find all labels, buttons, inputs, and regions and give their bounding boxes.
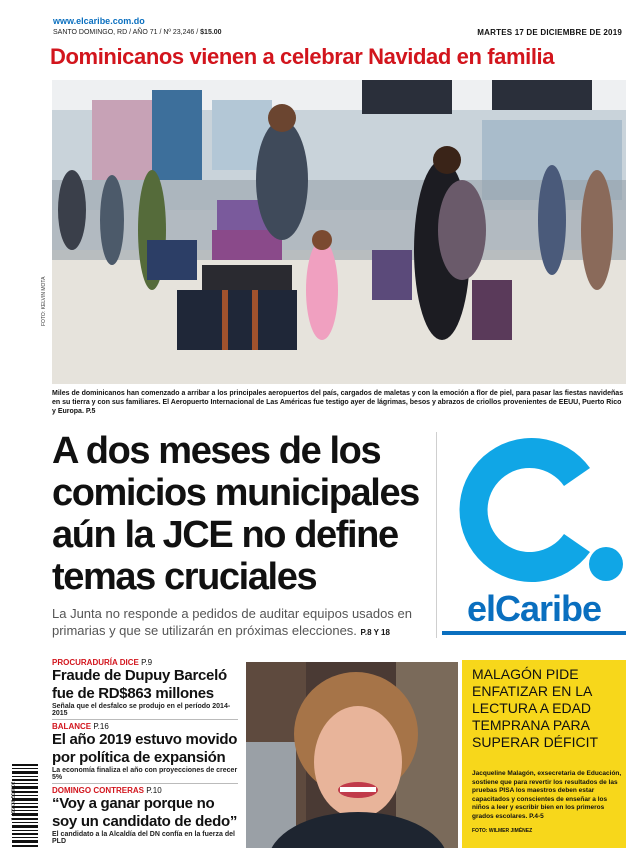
feature-body: Jacqueline Malagón, exsecretaria de Educación, sostiene que para revertir los resultados de las pruebas PISA los maestros deben estar capacitados y conscientes de enseñar a los niños a leer y escribir bien en los primeros grados escolares. P.4-5 (472, 770, 622, 820)
brief-title: Fraude de Dupuy Barceló fue de RD$863 millones (52, 667, 227, 702)
barcode-icon (4, 762, 40, 848)
photo-caption: Miles de dominicanos han comenzado a arribar a los principales aeropuertos del país, cargados de maletas y con la emoción a flor de piel, para pasar las fiestas navideñas en su tierra y con sus familiares. El Aeropuerto Internacional de Las Américas fue testigo ayer de lágrimas, besos y abrazos de criollos provenientes de EEUU, Puerto Rico y Europa. P.5 (52, 390, 624, 415)
logo-underline (442, 631, 626, 635)
brief-kicker: PROCURADURÍA DICE P.9 (52, 658, 153, 667)
brief-summary: El candidato a la Alcaldía del DN confía en la fuerza del PLD (52, 831, 235, 845)
barcode (4, 762, 40, 848)
issue-date: MARTES 17 DE DICIEMBRE DE 2019 (477, 28, 622, 37)
photo-credit: FOTO: KELVIN MOTA (41, 276, 47, 326)
brief-kicker: DOMINGO CONTRERAS P.10 (52, 786, 162, 795)
brief-title: El año 2019 estuvo movido por política de expansión (52, 731, 238, 766)
brief-divider (52, 719, 238, 720)
column-divider (436, 432, 437, 638)
barcode-digits: 7 465336 518002 (11, 781, 17, 821)
airport-photo (52, 80, 626, 384)
main-story-pages: P.8 Y 18 (360, 628, 390, 637)
site-url[interactable]: www.elcaribe.com.do (53, 16, 145, 26)
airport-scene-image (52, 80, 626, 384)
main-story-subtitle-text: La Junta no responde a pedidos de auditar equipos usados en primarias y que se utilizarán en próximas elecciones. (52, 606, 412, 638)
edition-info (53, 29, 222, 36)
brief-3 (52, 786, 238, 845)
feature-title: MALAGÓN PIDE ENFATIZAR EN LA LECTURA A EDAD TEMPRANA PARA SUPERAR DÉFICIT (472, 666, 599, 750)
elcaribe-wordmark: elCaribe (466, 588, 602, 629)
brief-title: “Voy a ganar porque no soy un candidato de dedo” (52, 795, 238, 830)
brief-2 (52, 722, 238, 781)
main-story-title: A dos meses de los comicios municipales aún la JCE no define temas cruciales (52, 430, 419, 598)
brief-summary: La economía finaliza el año con proyecciones de crecer 5% (52, 767, 238, 781)
portrait-image (246, 662, 458, 848)
brief-summary: Señala que el desfalco se produjo en el período 2014-2015 (52, 703, 231, 717)
price: $15.00 (200, 29, 222, 36)
edition-text: SANTO DOMINGO, RD / AÑO 71 / Nº 23,246 / (53, 29, 199, 36)
brief-kicker: BALANCE P.16 (52, 722, 109, 731)
brief-divider (52, 783, 238, 784)
brief-1 (52, 658, 238, 717)
main-story-subtitle (52, 605, 432, 641)
lead-headline: Dominicanos vienen a celebrar Navidad en familia (50, 44, 555, 69)
c-logo-icon (440, 430, 628, 590)
feature-photo-credit: FOTO: WILMER JIMÉNEZ (472, 828, 533, 834)
malagon-portrait (246, 662, 458, 848)
